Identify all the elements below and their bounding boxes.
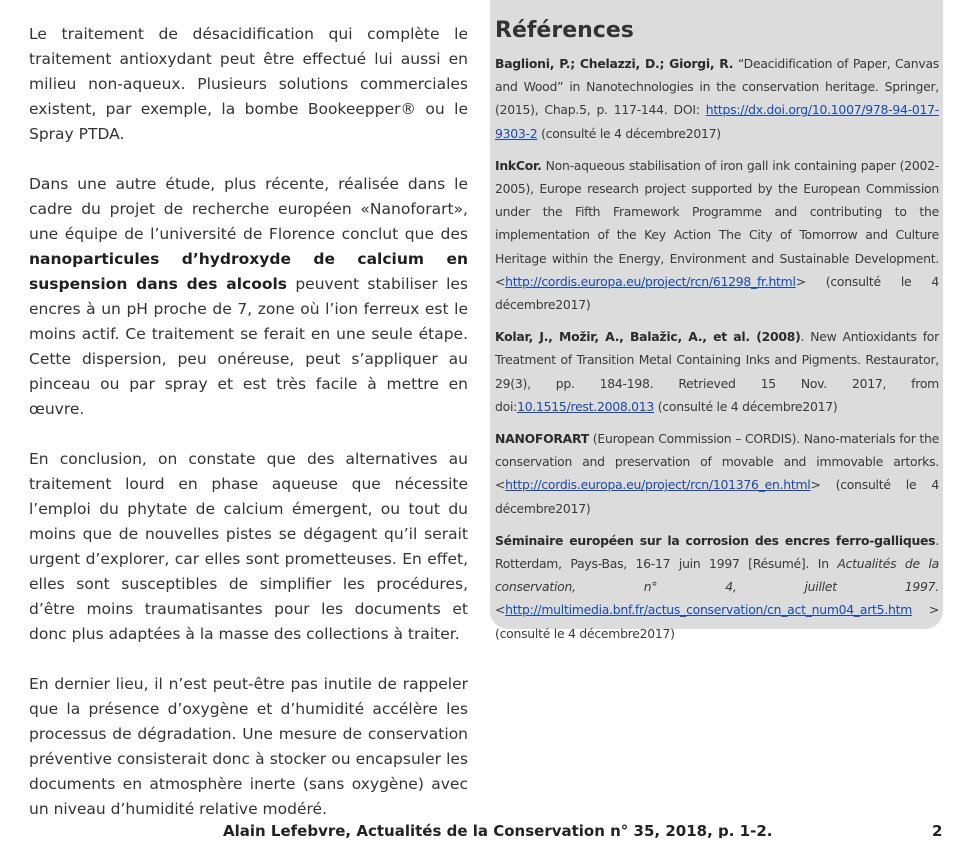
main-text-column xyxy=(29,22,468,847)
reference-note: >(consulté le 4 décembre2017) xyxy=(495,602,939,641)
reference-text: (European Commission – CORDIS). Nano-materials for the conservation and preservation of movable and immovable artorks. < xyxy=(495,431,939,493)
reference-item xyxy=(495,325,939,418)
reference-authors: Séminaire européen sur la corrosion des encres ferro-galliques xyxy=(495,532,936,548)
reference-italic: Actualités de la conservation, n° 4, juillet 1997. xyxy=(495,556,939,595)
reference-note: > (consulté le 4 décembre2017) xyxy=(495,273,939,313)
reference-text: . New Antioxidants for Treatment of Transition Metal Containing Inks and Pigments. Restaurator, 29(3), pp. 184-198. Retrieved 15 Nov. 2017, from doi: xyxy=(495,329,939,414)
reference-note: > (consulté le 4 décembre2017) xyxy=(495,477,939,516)
reference-item xyxy=(495,529,939,645)
references-title: Références xyxy=(495,18,634,43)
reference-authors: Kolar, J., Možir, A., Balažic, A., et al. (2008) xyxy=(495,329,801,345)
reference-link[interactable]: http://multimedia.bnf.fr/actus_conservation/cn_act_num04_art5.htm xyxy=(505,602,913,618)
reference-link[interactable]: http://cordis.europa.eu/project/rcn/101376_en.html xyxy=(505,477,811,493)
footer-citation: Alain Lefebvre, Actualités de la Conservation n° 35, 2018, p. 1-2. xyxy=(223,822,773,838)
paragraph-nanoforart xyxy=(29,172,468,422)
paragraph-conclusion: En conclusion, on constate que des alternatives au traitement lourd en phase aqueuse que nécessite l’emploi du phytate de calcium émergent, ou tout du moins que de nouvelles pistes se dégagent qu’il serait urgent d’explorer, car elles sont prometteuses. En effet, elles sont susceptibles de simplifier les procédures, d’être moins traumatisantes pour les documents et donc plus adaptées à la masse des collections à traiter. xyxy=(29,450,468,643)
paragraph-text: peuvent stabiliser les encres à un pH proche de 7, zone où l’ion ferreux est le moins actif. Ce traitement se ferait en une seule étape. Cette dispersion, peu onéreuse, peut s’appliquer au pinceau ou par spray et est très facile à mettre en œuvre. xyxy=(29,275,468,418)
reference-text: < xyxy=(495,602,506,618)
paragraph-conservation: En dernier lieu, il n’est peut-être pas inutile de rappeler que la présence d’oxygène et d’humidité accélère les processus de dégradation. Une mesure de conservation préventive consisterait donc à stocker ou encapsuler les documents en atmosphère inerte (sans oxygène) avec un niveau d’humidité relative modéré. xyxy=(29,675,468,818)
references-panel xyxy=(490,0,943,641)
bold-emphasis: nanoparticules d’hydroxyde de calcium en suspension dans des alcools xyxy=(29,250,468,293)
reference-item xyxy=(495,52,939,145)
reference-text: “Deacidification of Paper, Canvas and Wood” in Nanotechnologies in the conservation heritage. Springer, (2015), Chap.5, p. 117-144. DOI: xyxy=(495,56,939,118)
paragraph-text: Dans une autre étude, plus récente, réalisée dans le cadre du projet de recherche européen «Nanoforart», une équipe de l’université de Florence conclut que des xyxy=(29,175,468,243)
reference-text: Non-aqueous stabilisation of iron gall ink containing paper (2002-2005), Europe research project supported by the European Commission under the Fifth Framework Programme and contributing to the implementation of the Key Action The City of Tomorrow and Culture Heritage within the Energy, Environment and Sustainable Development. < xyxy=(495,157,939,289)
reference-note: (consulté le 4 décembre2017) xyxy=(537,125,721,141)
reference-note: (consulté le 4 décembre2017) xyxy=(654,398,838,414)
page-number: 2 xyxy=(932,822,943,838)
reference-link[interactable]: https://dx.doi.org/10.1007/978-94-017-9303-2 xyxy=(495,102,939,141)
reference-link[interactable]: 10.1515/rest.2008.013 xyxy=(517,398,655,414)
reference-item xyxy=(495,154,939,316)
reference-text: . Rotterdam, Pays-Bas, 16-17 juin 1997 [Résumé]. In xyxy=(495,532,939,572)
reference-authors: NANOFORART xyxy=(495,431,589,447)
paragraph-desacidification: Le traitement de désacidification qui complète le traitement antioxydant peut être effectué lui aussi en milieu non-aqueux. Plusieurs solutions commerciales existent, par exemple, la bombe Bookeepper® ou le Spray PTDA. xyxy=(29,25,468,143)
reference-authors: Baglioni, P.; Chelazzi, D.; Giorgi, R. xyxy=(495,56,734,71)
page-footer xyxy=(0,820,956,838)
reference-link[interactable]: http://cordis.europa.eu/project/rcn/61298_fr.html xyxy=(505,273,796,289)
reference-authors: InkCor. xyxy=(495,157,542,173)
reference-item xyxy=(495,427,939,520)
